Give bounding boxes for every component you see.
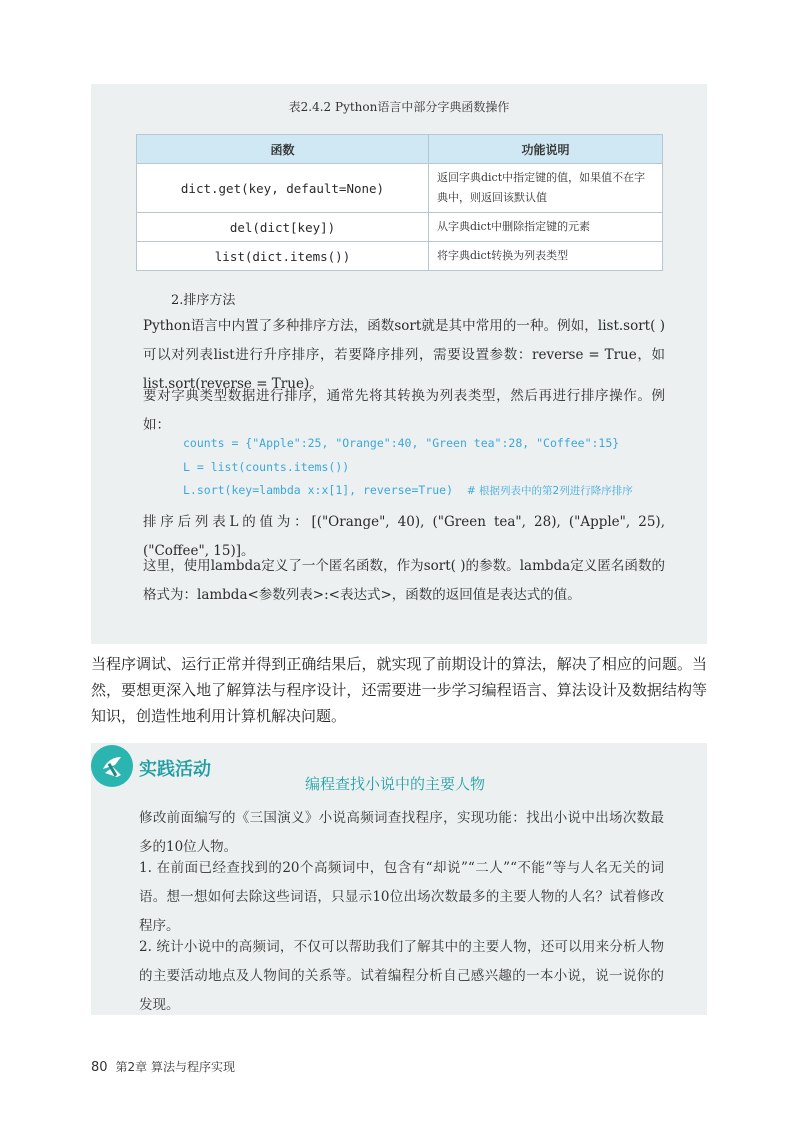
code-text: L.sort(key=lambda x:x[1], reverse=True) xyxy=(183,483,467,497)
code-comment: # 根据列表中的第2列进行降序排序 xyxy=(466,485,633,497)
activity-title: 编程查找小说中的主要人物 xyxy=(305,775,486,793)
section-heading: 2.排序方法 xyxy=(171,293,236,308)
chapter-title: 第2章 算法与程序实现 xyxy=(115,1060,235,1074)
header-description: 功能说明 xyxy=(429,135,663,164)
dictionary-functions-box xyxy=(91,84,707,644)
code-example xyxy=(183,432,633,504)
sorted-result-paragraph: 排序后列表L的值为：[("Orange", 40), ("Green tea", 28), ("Apple", 25), ("Coffee", 15)]。 xyxy=(143,514,665,559)
function-cell: dict.get(key, default=None) xyxy=(137,164,429,213)
table-caption: 表2.4.2 Python语言中部分字典函数操作 xyxy=(288,100,510,114)
table-row xyxy=(137,164,663,213)
lambda-paragraph: 这里，使用lambda定义了一个匿名函数，作为sort( )的参数。lambda定义匿名函数的格式为：lambda<参数列表>:<表达式>，函数的返回值是表达式的值。 xyxy=(143,558,665,603)
code-line: counts = {"Apple":25, "Orange":40, "Green tea":28, "Coffee":15} xyxy=(183,436,620,450)
function-cell: del(dict[key]) xyxy=(137,213,429,242)
table-header-row xyxy=(137,135,663,164)
page-footer xyxy=(91,1058,235,1075)
dict-sort-paragraph: 要对字典类型数据进行排序，通常先将其转换为列表类型，然后再进行排序操作。例如： xyxy=(143,388,665,433)
practice-activity-box xyxy=(91,743,707,1015)
activity-intro: 修改前面编写的《三国演义》小说高频词查找程序，实现功能：找出小说中出场次数最多的10位人物。 xyxy=(139,810,664,855)
dict-functions-table xyxy=(136,134,663,271)
function-cell: list(dict.items()) xyxy=(137,242,429,271)
activity-label: 实践活动 xyxy=(139,759,211,780)
code-line: L = list(counts.items()) xyxy=(183,459,350,474)
description-cell: 从字典dict中删除指定键的元素 xyxy=(429,213,663,242)
activity-task-1: 1. 在前面已经查找到的20个高频词中，包含有“却说”“二人”“不能”等与人名无关的词语。想一想如何去除这些词语，只显示10位出场次数最多的主要人物的人名？试着修改程序。 xyxy=(139,860,664,934)
conclusion-paragraph: 当程序调试、运行正常并得到正确结果后，就实现了前期设计的算法，解决了相应的问题。当然，要想更深入地了解算法与程序设计，还需要进一步学习编程语言、算法设计及数据结构等知识，创造性地利用计算机解决问题。 xyxy=(91,655,707,725)
code-line xyxy=(183,479,633,504)
table-row xyxy=(137,242,663,271)
activity-icon xyxy=(91,745,133,787)
header-function: 函数 xyxy=(137,135,429,164)
sort-intro-paragraph: Python语言中内置了多种排序方法，函数sort就是其中常用的一种。例如，list.sort( )可以对列表list进行升序排序，若要降序排列，需要设置参数：reverse = True，如list.sort(reverse = True)。 xyxy=(143,318,665,392)
activity-task-2: 2. 统计小说中的高频词，不仅可以帮助我们了解其中的主要人物，还可以用来分析人物的主要活动地点及人物间的关系等。试着编程分析自己感兴趣的一本小说，说一说你的发现。 xyxy=(139,939,664,1013)
table-row xyxy=(137,213,663,242)
description-cell: 将字典dict转换为列表类型 xyxy=(429,242,663,271)
page-number: 80 xyxy=(91,1060,108,1075)
description-cell: 返回字典dict中指定键的值，如果值不在字典中，则返回该默认值 xyxy=(429,164,663,213)
